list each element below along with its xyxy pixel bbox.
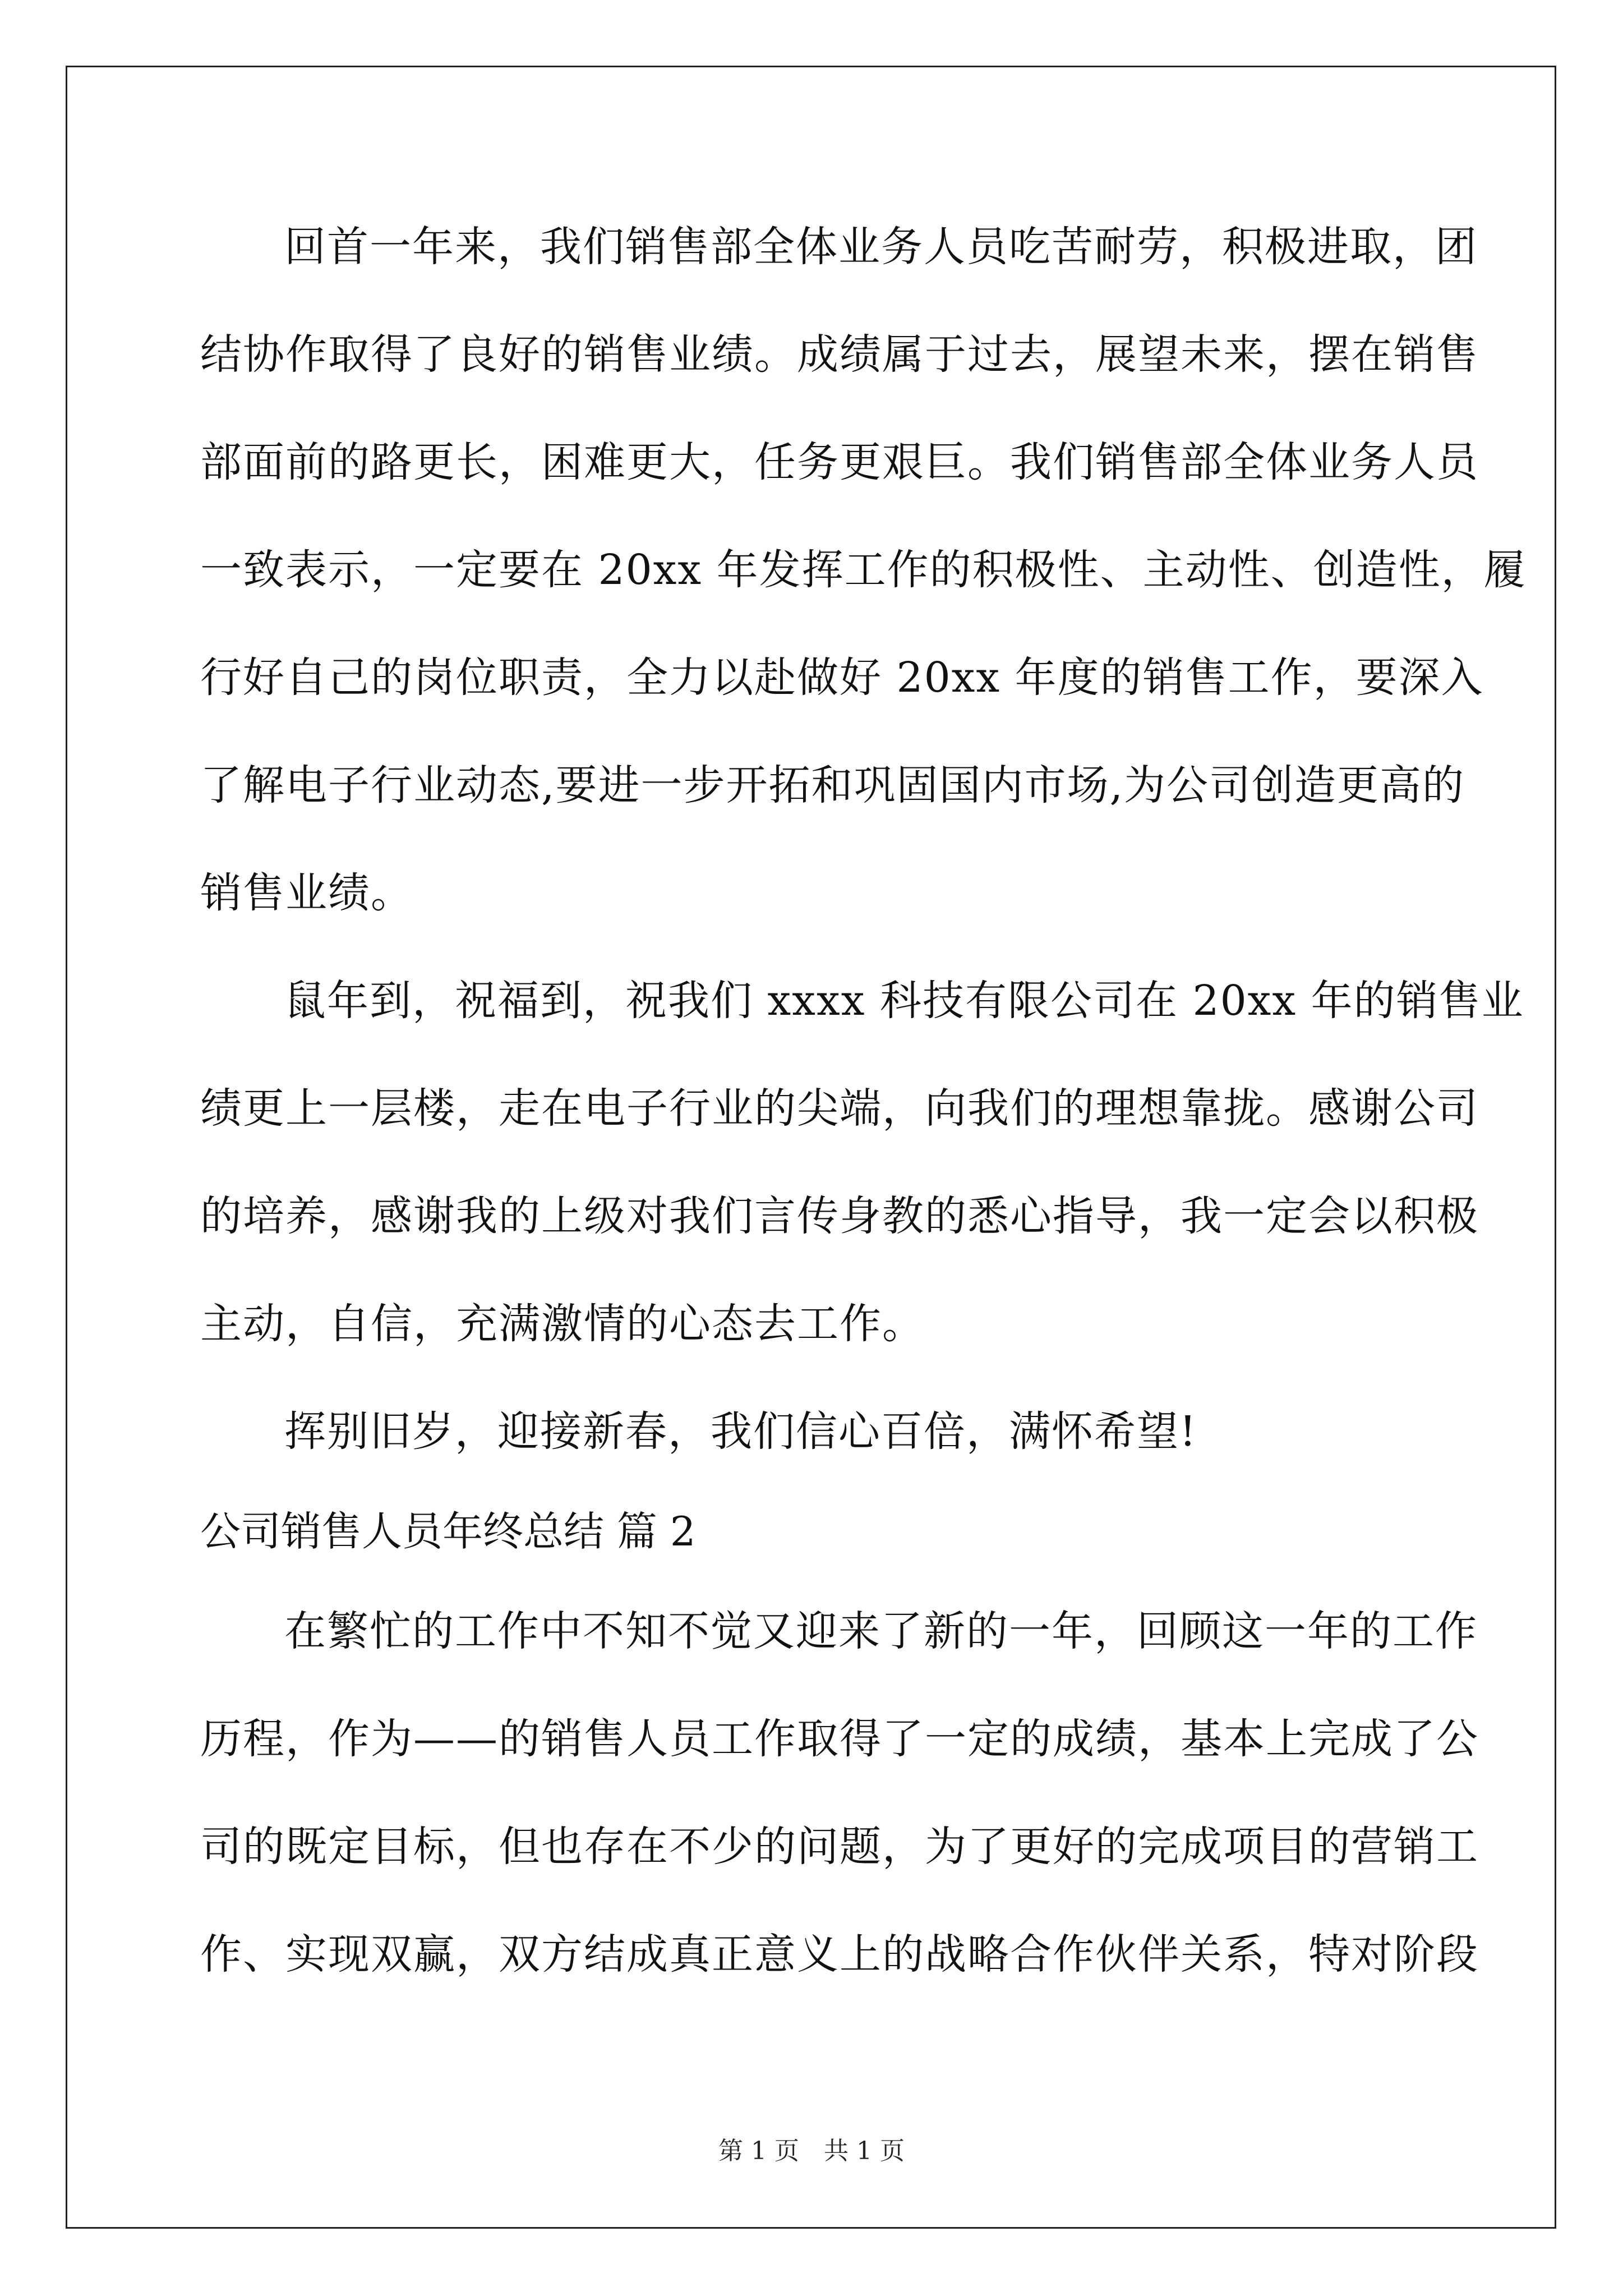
paragraph-4-line-3: 司的既定目标，但也存在不少的问题，为了更好的完成项目的营销工 <box>200 1823 1479 1871</box>
paragraph-1-line-6: 了解电子行业动态,要进一步开拓和巩固国内市场,为公司创造更高的 <box>200 761 1465 809</box>
section-heading: 公司销售人员年终总结 篇 2 <box>200 1508 696 1555</box>
paragraph-1-line-3: 部面前的路更长，困难更大，任务更艰巨。我们销售部全体业务人员 <box>200 438 1479 486</box>
paragraph-4-line-1: 在繁忙的工作中不知不觉又迎来了新的一年，回顾这一年的工作 <box>284 1607 1478 1655</box>
paragraph-1-line-2: 结协作取得了良好的销售业绩。成绩属于过去，展望未来，摆在销售 <box>200 330 1479 379</box>
paragraph-2-line-4: 主动，自信，充满激情的心态去工作。 <box>200 1300 925 1348</box>
paragraph-2-line-3: 的培养，感谢我的上级对我们言传身教的悉心指导，我一定会以积极 <box>200 1192 1479 1240</box>
paragraph-4-line-2: 历程，作为——的销售人员工作取得了一定的成绩，基本上完成了公 <box>200 1715 1479 1763</box>
paragraph-1-line-7: 销售业绩。 <box>200 869 413 917</box>
paragraph-1-line-4: 一致表示，一定要在 20xx 年发挥工作的积极性、主动性、创造性，履 <box>200 546 1527 594</box>
paragraph-2-line-1: 鼠年到，祝福到，祝我们 xxxx 科技有限公司在 20xx 年的销售业 <box>284 977 1524 1025</box>
paragraph-4-line-4: 作、实现双赢，双方结成真正意义上的战略合作伙伴关系，特对阶段 <box>200 1930 1479 1978</box>
paragraph-2-line-2: 绩更上一层楼，走在电子行业的尖端，向我们的理想靠拢。感谢公司 <box>200 1084 1479 1133</box>
paragraph-3-line-1: 挥别旧岁，迎接新春，我们信心百倍，满怀希望! <box>284 1407 1197 1456</box>
paragraph-1-line-5: 行好自己的岗位职责，全力以赴做好 20xx 年度的销售工作，要深入 <box>200 654 1484 702</box>
page-border <box>66 66 1556 2229</box>
page-footer: 第 1 页 共 1 页 <box>718 2137 905 2165</box>
paragraph-1-line-1: 回首一年来，我们销售部全体业务人员吃苦耐劳，积极进取，团 <box>284 223 1478 271</box>
